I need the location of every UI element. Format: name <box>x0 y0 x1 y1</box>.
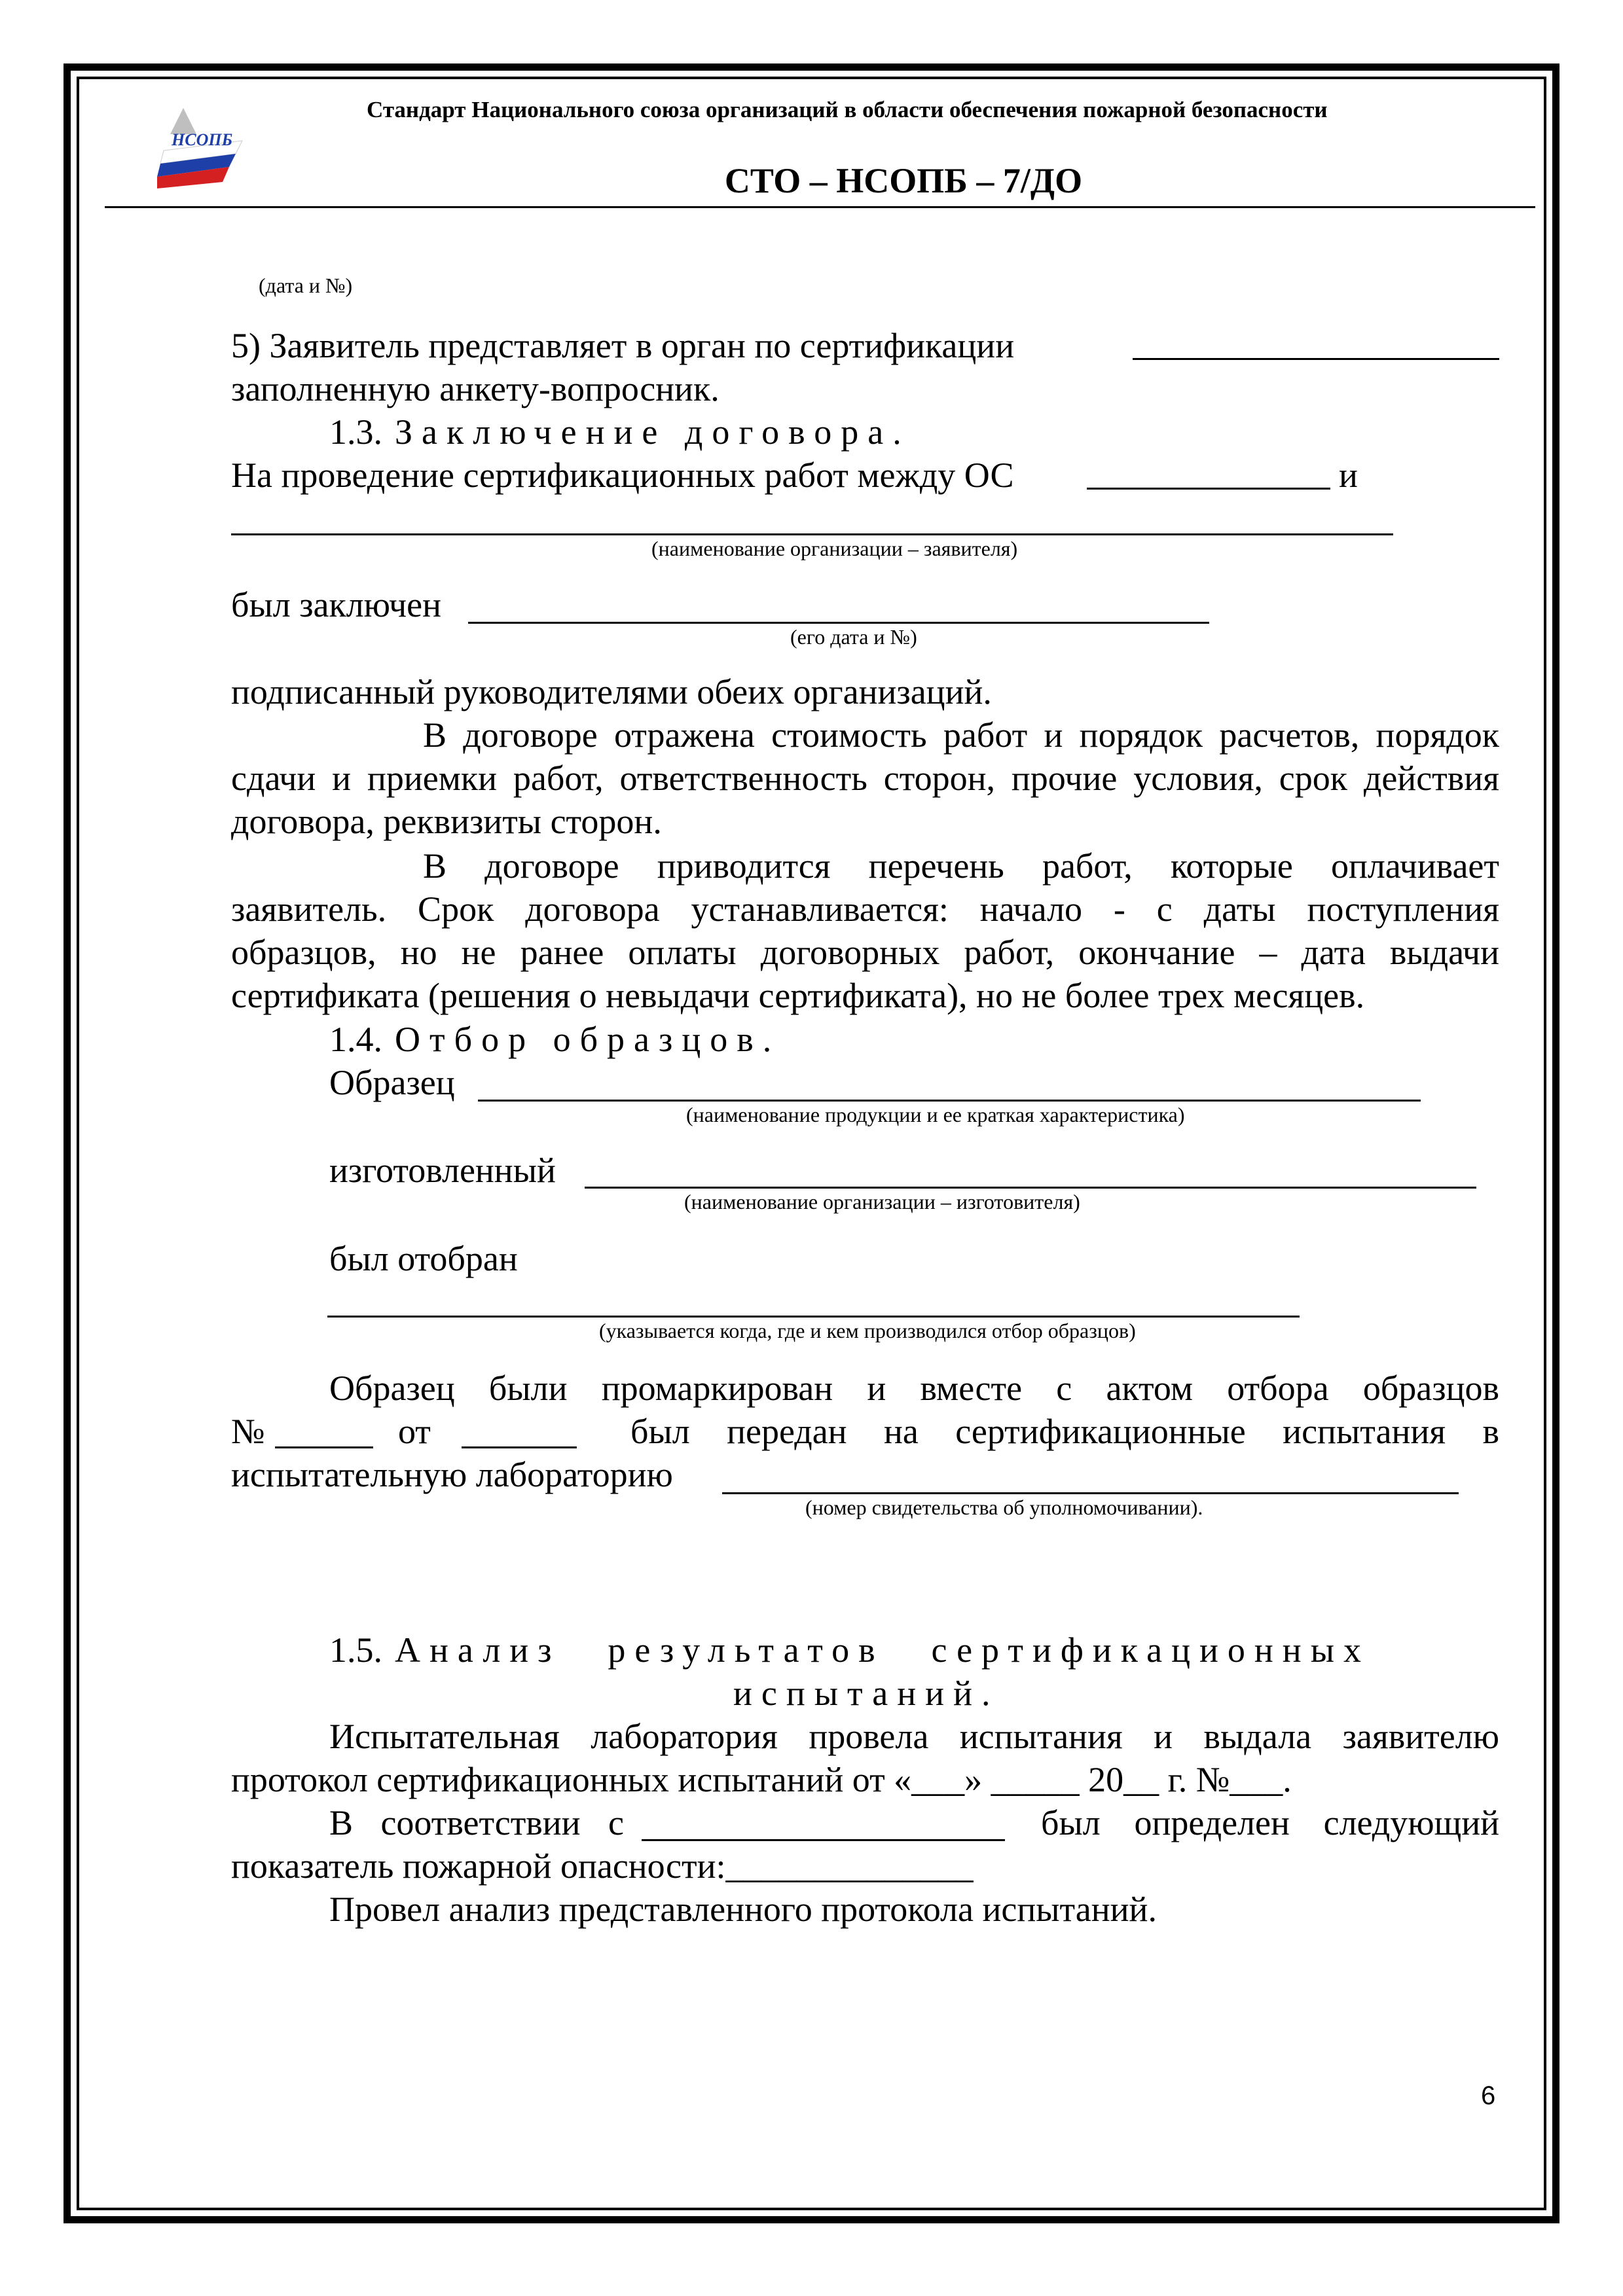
blank-line <box>642 1839 1005 1841</box>
section-1-3-number: 1.3. <box>329 412 382 452</box>
taken-label: был отобран <box>329 1239 518 1278</box>
document-code: СТО – НСОПБ – 7/ДО <box>724 161 1083 200</box>
made-label: изготовленный <box>329 1151 556 1190</box>
marked-line2-rest: был передан на сертификационные испытания в <box>630 1412 1499 1451</box>
paragraph-list-line2: заявитель. Срок договора устанавливается: начало - с даты поступления <box>231 889 1499 929</box>
section-1-3-title: Заключение договора. <box>395 412 911 452</box>
taken-caption: (указывается когда, где и кем производился отбор образцов) <box>599 1319 1136 1342</box>
blank-line <box>462 1446 577 1448</box>
contract-and: и <box>1339 456 1358 495</box>
section-1-4-number: 1.4. <box>329 1020 382 1059</box>
marked-line3: испытательную лабораторию <box>231 1455 673 1494</box>
section-1-4-title: Отбор образцов. <box>395 1020 781 1059</box>
paragraph-list-line4: сертификата (решения о невыдачи сертификата), но не более трех месяцев. <box>231 976 1365 1015</box>
contract-line: На проведение сертификационных работ между ОС <box>231 456 1014 495</box>
marked-line1: Образец были промаркирован и вместе с актом отбора образцов <box>329 1369 1499 1408</box>
paragraph-cost: В договоре отражена стоимость работ и порядок расчетов, порядок сдачи и приемки работ, ответственность сторон, прочие условия, срок действия договора, реквизиты сторон. <box>231 715 1499 841</box>
page-number: 6 <box>1481 2081 1496 2110</box>
accord-line1a: В соответствии с <box>329 1803 624 1842</box>
sample-caption: (наименование продукции и ее краткая характеристика) <box>686 1103 1185 1126</box>
marked-from: от <box>398 1412 431 1451</box>
marked-number-sign: № <box>231 1412 265 1451</box>
date-no-caption: (дата и №) <box>259 274 353 297</box>
logo-text: НСОПБ <box>172 130 233 149</box>
header-divider <box>105 206 1535 208</box>
its-date-caption: (его дата и №) <box>790 625 917 649</box>
lab-line2: протокол сертификационных испытаний от «___» _____ 20__ г. №___. <box>231 1760 1292 1799</box>
item-5-line1: 5) Заявитель представляет в орган по сертификации <box>231 326 1015 365</box>
item-5-line2: заполненную анкету-вопросник. <box>231 369 720 408</box>
section-1-5-title-line2: испытаний. <box>733 1674 1000 1713</box>
paragraph-list-line3: образцов, но не ранее оплаты договорных работ, окончание – дата выдачи <box>231 933 1499 972</box>
analysis-line: Провел анализ представленного протокола испытаний. <box>329 1890 1157 1929</box>
blank-line <box>1133 358 1499 360</box>
cert-caption: (номер свидетельства об уполномочивании). <box>805 1496 1203 1519</box>
sample-label: Образец <box>329 1063 455 1102</box>
blank-line <box>275 1446 373 1448</box>
section-1-5-number: 1.5. <box>329 1630 382 1670</box>
signed-line: подписанный руководителями обеих организаций. <box>231 672 992 711</box>
blank-line <box>1087 488 1330 490</box>
paragraph-list-line1: В договоре приводится перечень работ, которые оплачивает <box>423 846 1499 886</box>
lab-line1: Испытательная лаборатория провела испытания и выдала заявителю <box>329 1717 1499 1756</box>
made-caption: (наименование организации – изготовителя) <box>684 1190 1080 1213</box>
nsopb-logo-icon <box>157 105 249 190</box>
org-caption: (наименование организации – заявителя) <box>651 537 1018 560</box>
section-1-5-title-line1: Анализ результатов сертификационных <box>395 1630 1370 1670</box>
standard-title: Стандарт Национального союза организаций в области обеспечения пожарной безопасности <box>367 97 1328 122</box>
concluded-label: был заключен <box>231 585 441 624</box>
accord-line2: показатель пожарной опасности:______________ <box>231 1846 974 1886</box>
accord-line1b: был определен следующий <box>1041 1803 1499 1842</box>
